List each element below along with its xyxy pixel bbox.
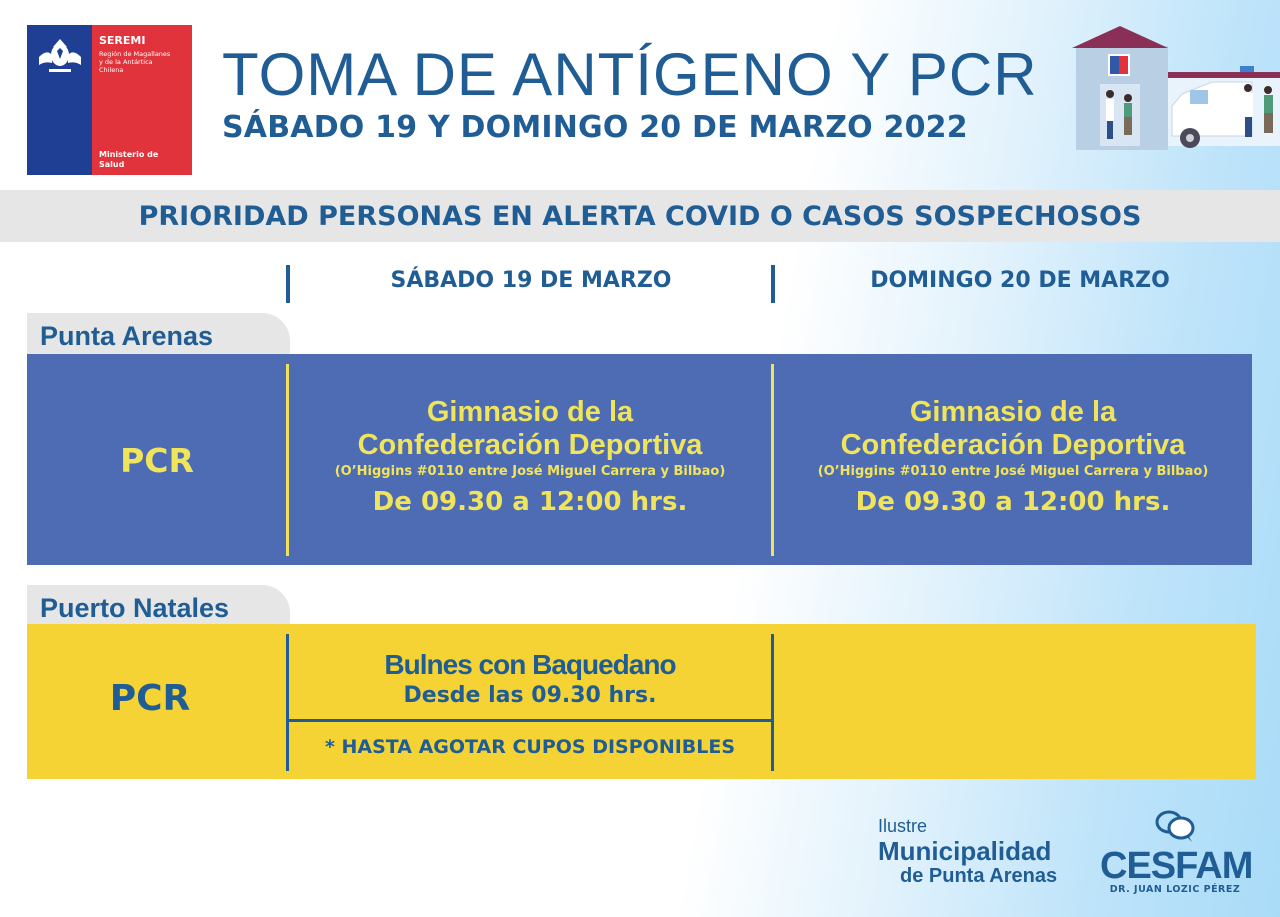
coat-of-arms-icon [35,31,85,81]
test-type-label: PCR [120,441,194,480]
logo-blue-panel [27,25,92,175]
cell-divider [771,634,774,771]
priority-text: PRIORIDAD PERSONAS EN ALERTA COVID O CASOS SOSPECHOSOS [138,200,1142,232]
test-type-label: PCR [109,678,191,719]
venue-hours: Desde las 09.30 hrs. [403,683,657,708]
seremi-logo [27,25,192,175]
muni-line: Ilustre [878,816,928,836]
clinic-ambulance-illustration [1072,24,1280,154]
column-header-sunday: DOMINGO 20 DE MARZO [870,268,1170,293]
logo-region-line: y de la Antártica [99,58,153,66]
row-divider [289,719,771,722]
venue-name-line: Gimnasio de la [426,396,634,428]
cesfam-subtitle: DR. JUAN LOZIC PÉREZ [1109,884,1241,895]
muni-line: de Punta Arenas [900,865,1058,887]
venue-name: Bulnes con Baquedano [384,649,676,680]
venue-saturday [289,396,771,517]
page-title: TOMA DE ANTÍGENO Y PCR [222,41,1038,108]
logo-region [99,50,192,74]
chat-bubbles-icon [1152,808,1198,844]
puerto-natales-row [27,624,1256,779]
punta-arenas-row [27,354,1252,565]
logo-region-line: Chilena [99,66,124,74]
priority-banner [0,190,1280,242]
venue-hours: De 09.30 a 12:00 hrs. [855,487,1171,517]
venue-hours: De 09.30 a 12:00 hrs. [372,487,688,517]
venue-name-line: Gimnasio de la [909,396,1117,428]
logo-red-panel [92,25,192,175]
venue-name-line: Confederación Deportiva [840,429,1186,461]
logo-ministry-line: Salud [99,160,125,169]
availability-note: * HASTA AGOTAR CUPOS DISPONIBLES [324,736,736,758]
logo-region-line: Región de Magallanes [99,50,171,58]
venue-name-line: Confederación Deportiva [357,429,703,461]
logo-ministry-line: Ministerio de [99,150,159,159]
venue-address: (O’Higgins #0110 entre José Miguel Carrera y Bilbao) [817,464,1209,479]
municipality-logo [878,816,1057,888]
page-subtitle: SÁBADO 19 Y DOMINGO 20 DE MARZO 2022 [222,110,968,145]
location-tab-puerto-natales: Puerto Natales [27,585,290,625]
cesfam-name: CESFAM [1100,845,1253,887]
logo-ministry [99,150,158,170]
venue-puerto-natales [289,650,771,708]
location-tab-punta-arenas: Punta Arenas [27,313,290,354]
venue-sunday [774,396,1252,517]
logo-org: SEREMI [99,34,146,47]
venue-address: (O’Higgins #0110 entre José Miguel Carrera y Bilbao) [334,464,726,479]
muni-line: Municipalidad [878,836,1052,866]
cesfam-logo [1100,808,1253,895]
column-header-saturday: SÁBADO 19 DE MARZO [390,268,672,293]
